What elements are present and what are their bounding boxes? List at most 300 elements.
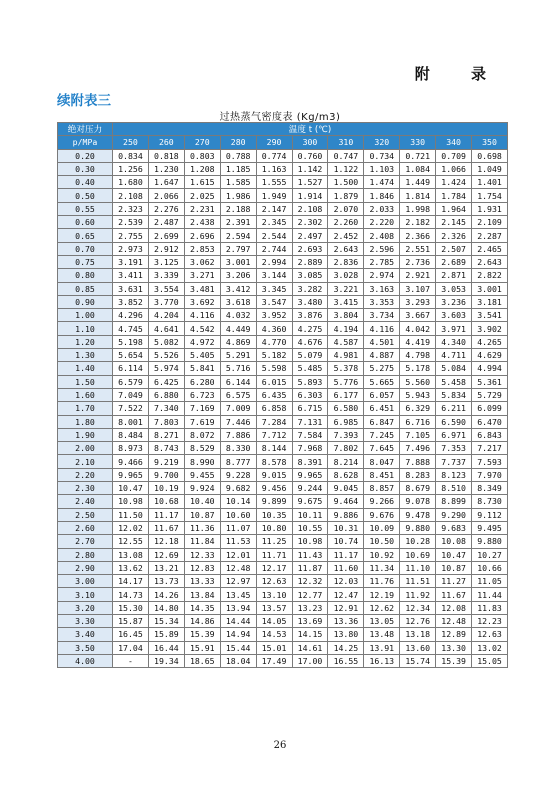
table-row <box>58 588 508 601</box>
density-cell: 7.217 <box>472 442 508 455</box>
density-cell: 6.579 <box>113 375 149 388</box>
density-cell: 2.974 <box>364 269 400 282</box>
density-cell: 10.92 <box>364 548 400 561</box>
density-cell: 2.693 <box>292 242 328 255</box>
density-cell: 1.986 <box>220 189 256 202</box>
density-cell: 5.841 <box>184 362 220 375</box>
density-cell: 10.08 <box>436 535 472 548</box>
density-cell: 4.194 <box>328 322 364 335</box>
density-cell: 7.009 <box>220 402 256 415</box>
temperature-column-header: 260 <box>148 136 184 149</box>
table-row <box>58 176 508 189</box>
density-cell: 8.628 <box>328 468 364 481</box>
density-cell: 1.814 <box>400 189 436 202</box>
pressure-cell: 0.80 <box>58 269 113 282</box>
density-cell: 1.122 <box>328 162 364 175</box>
density-cell: 1.555 <box>256 176 292 189</box>
density-cell: 2.836 <box>328 255 364 268</box>
density-cell: 10.28 <box>400 535 436 548</box>
density-cell: 9.290 <box>436 508 472 521</box>
density-cell: 2.551 <box>400 242 436 255</box>
density-cell: 2.689 <box>436 255 472 268</box>
density-cell: 12.34 <box>400 601 436 614</box>
density-cell: 15.89 <box>148 628 184 641</box>
density-cell: 1.208 <box>184 162 220 175</box>
density-cell: 9.924 <box>184 482 220 495</box>
density-cell: 15.39 <box>184 628 220 641</box>
density-cell: 11.92 <box>400 588 436 601</box>
density-cell: 12.63 <box>256 575 292 588</box>
density-cell: 1.964 <box>436 202 472 215</box>
density-cell: 6.177 <box>328 388 364 401</box>
density-cell: 12.77 <box>292 588 328 601</box>
pressure-cell: 3.10 <box>58 588 113 601</box>
density-cell: 3.415 <box>328 295 364 308</box>
density-cell: 5.082 <box>148 335 184 348</box>
density-cell: 6.985 <box>328 415 364 428</box>
density-cell: 6.114 <box>113 362 149 375</box>
density-cell: 13.60 <box>400 641 436 654</box>
density-cell: 8.777 <box>220 455 256 468</box>
density-cell: 4.972 <box>184 335 220 348</box>
density-cell: 10.50 <box>364 535 400 548</box>
density-cell: 2.108 <box>292 202 328 215</box>
pressure-cell: 1.40 <box>58 362 113 375</box>
density-cell: 7.737 <box>436 455 472 468</box>
density-cell: 12.69 <box>148 548 184 561</box>
density-cell: 6.971 <box>436 428 472 441</box>
table-row <box>58 322 508 335</box>
density-cell: 8.730 <box>472 495 508 508</box>
density-cell: 7.393 <box>328 428 364 441</box>
table-row <box>58 575 508 588</box>
density-cell: 5.275 <box>364 362 400 375</box>
pressure-cell: 0.50 <box>58 189 113 202</box>
temperature-header: 温度 t (℃) <box>113 123 508 136</box>
density-cell: 6.099 <box>472 402 508 415</box>
density-cell: 5.458 <box>436 375 472 388</box>
pressure-cell: 2.90 <box>58 561 113 574</box>
density-cell: 5.361 <box>472 375 508 388</box>
density-cell: 6.843 <box>472 428 508 441</box>
pressure-cell: 3.50 <box>58 641 113 654</box>
density-cell: 4.042 <box>400 322 436 335</box>
density-cell: 2.736 <box>400 255 436 268</box>
density-cell: 11.07 <box>220 521 256 534</box>
density-cell: 12.08 <box>436 601 472 614</box>
density-cell: 2.465 <box>472 242 508 255</box>
density-cell: 2.822 <box>472 269 508 282</box>
density-cell: 14.86 <box>184 614 220 627</box>
density-cell: 5.943 <box>400 388 436 401</box>
density-cell: 0.734 <box>364 149 400 162</box>
density-cell: 4.275 <box>292 322 328 335</box>
table-row <box>58 601 508 614</box>
density-cell: 11.10 <box>400 561 436 574</box>
table-row <box>58 362 508 375</box>
density-cell: 8.743 <box>148 442 184 455</box>
density-cell: - <box>113 654 149 667</box>
density-cell: 12.18 <box>148 535 184 548</box>
temperature-column-header: 300 <box>292 136 328 149</box>
density-cell: 16.45 <box>113 628 149 641</box>
density-cell: 10.47 <box>113 482 149 495</box>
density-cell: 16.55 <box>328 654 364 667</box>
density-cell: 13.10 <box>256 588 292 601</box>
density-cell: 11.87 <box>292 561 328 574</box>
density-cell: 1.647 <box>148 176 184 189</box>
table-row <box>58 335 508 348</box>
density-cell: 19.34 <box>148 654 184 667</box>
density-cell: 2.438 <box>184 216 220 229</box>
density-cell: 3.125 <box>148 255 184 268</box>
density-cell: 3.053 <box>436 282 472 295</box>
density-cell: 8.391 <box>292 455 328 468</box>
pressure-cell: 0.40 <box>58 176 113 189</box>
density-cell: 4.587 <box>328 335 364 348</box>
density-cell: 10.98 <box>113 495 149 508</box>
density-cell: 0.774 <box>256 149 292 162</box>
density-cell: 3.734 <box>364 309 400 322</box>
density-cell: 2.276 <box>148 202 184 215</box>
density-cell: 10.55 <box>292 521 328 534</box>
density-cell: 5.526 <box>148 349 184 362</box>
density-cell: 2.066 <box>148 189 184 202</box>
density-cell: 3.541 <box>472 309 508 322</box>
density-cell: 2.326 <box>436 229 472 242</box>
density-cell: 2.025 <box>184 189 220 202</box>
density-cell: 1.449 <box>400 176 436 189</box>
density-cell: 10.40 <box>184 495 220 508</box>
density-cell: 14.17 <box>113 575 149 588</box>
density-cell: 4.360 <box>256 322 292 335</box>
density-cell: 8.271 <box>148 428 184 441</box>
density-cell: 11.83 <box>472 601 508 614</box>
density-cell: 12.47 <box>328 588 364 601</box>
density-cell: 4.449 <box>220 322 256 335</box>
density-cell: 3.480 <box>292 295 328 308</box>
density-cell: 15.05 <box>472 654 508 667</box>
density-cell: 1.424 <box>436 176 472 189</box>
density-cell: 13.84 <box>184 588 220 601</box>
density-cell: 6.580 <box>328 402 364 415</box>
density-cell: 4.116 <box>184 309 220 322</box>
density-cell: 13.33 <box>184 575 220 588</box>
density-cell: 2.302 <box>292 216 328 229</box>
pressure-cell: 2.60 <box>58 521 113 534</box>
table-row <box>58 189 508 202</box>
table-caption: 过热蒸气密度表 (Kg/m3) <box>219 112 341 123</box>
density-cell: 14.05 <box>256 614 292 627</box>
density-cell: 5.291 <box>220 349 256 362</box>
density-cell: 4.798 <box>400 349 436 362</box>
density-cell: 5.729 <box>472 388 508 401</box>
density-cell: 7.284 <box>256 415 292 428</box>
density-cell: 1.527 <box>292 176 328 189</box>
density-cell: 11.71 <box>256 548 292 561</box>
density-cell: 7.353 <box>436 442 472 455</box>
pressure-cell: 1.50 <box>58 375 113 388</box>
density-cell: 11.51 <box>400 575 436 588</box>
density-cell: 3.221 <box>328 282 364 295</box>
section-title: 续附表三 <box>57 93 111 109</box>
density-cell: 5.776 <box>328 375 364 388</box>
density-cell: 9.880 <box>400 521 436 534</box>
density-cell: 7.522 <box>113 402 149 415</box>
pressure-cell: 1.70 <box>58 402 113 415</box>
density-cell: 9.700 <box>148 468 184 481</box>
pressure-cell: 1.10 <box>58 322 113 335</box>
pressure-cell: 2.40 <box>58 495 113 508</box>
table-row <box>58 402 508 415</box>
density-cell: 3.293 <box>400 295 436 308</box>
density-cell: 3.001 <box>220 255 256 268</box>
density-cell: 3.353 <box>364 295 400 308</box>
density-cell: 8.047 <box>364 455 400 468</box>
density-cell: 13.30 <box>436 641 472 654</box>
density-cell: 5.834 <box>436 388 472 401</box>
pressure-cell: 1.60 <box>58 388 113 401</box>
pressure-cell: 2.10 <box>58 455 113 468</box>
density-cell: 6.211 <box>436 402 472 415</box>
density-cell: 2.994 <box>256 255 292 268</box>
density-cell: 1.185 <box>220 162 256 175</box>
pressure-cell: 0.65 <box>58 229 113 242</box>
density-cell: 6.847 <box>364 415 400 428</box>
density-cell: 10.11 <box>292 508 328 521</box>
density-cell: 13.02 <box>472 641 508 654</box>
density-cell: 11.17 <box>148 508 184 521</box>
density-cell: 2.853 <box>184 242 220 255</box>
pressure-cell: 2.50 <box>58 508 113 521</box>
table-row <box>58 428 508 441</box>
pressure-cell: 1.30 <box>58 349 113 362</box>
density-cell: 2.145 <box>436 216 472 229</box>
density-cell: 0.834 <box>113 149 149 162</box>
density-cell: 3.339 <box>148 269 184 282</box>
density-cell: 9.965 <box>292 468 328 481</box>
density-cell: 9.965 <box>113 468 149 481</box>
density-cell: 2.108 <box>113 189 149 202</box>
density-cell: 13.36 <box>328 614 364 627</box>
density-cell: 12.33 <box>184 548 220 561</box>
density-cell: 5.198 <box>113 335 149 348</box>
density-cell: 12.48 <box>220 561 256 574</box>
density-cell: 0.709 <box>436 149 472 162</box>
density-cell: 12.76 <box>400 614 436 627</box>
density-cell: 4.641 <box>148 322 184 335</box>
density-cell: 18.04 <box>220 654 256 667</box>
table-row <box>58 216 508 229</box>
pressure-cell: 2.00 <box>58 442 113 455</box>
table-row <box>58 482 508 495</box>
density-cell: 3.481 <box>184 282 220 295</box>
density-cell: 12.97 <box>220 575 256 588</box>
density-cell: 3.804 <box>328 309 364 322</box>
density-cell: 14.35 <box>184 601 220 614</box>
density-cell: 13.80 <box>328 628 364 641</box>
density-cell: 2.260 <box>328 216 364 229</box>
density-cell: 7.169 <box>184 402 220 415</box>
density-cell: 6.575 <box>220 388 256 401</box>
density-cell: 4.204 <box>148 309 184 322</box>
density-cell: 3.062 <box>184 255 220 268</box>
density-cell: 12.23 <box>472 614 508 627</box>
density-cell: 11.67 <box>148 521 184 534</box>
density-cell: 4.340 <box>436 335 472 348</box>
density-cell: 7.049 <box>113 388 149 401</box>
density-cell: 7.593 <box>472 455 508 468</box>
density-cell: 12.02 <box>113 521 149 534</box>
density-cell: 3.085 <box>292 269 328 282</box>
density-cell: 10.60 <box>220 508 256 521</box>
density-cell: 1.401 <box>472 176 508 189</box>
density-cell: 13.08 <box>113 548 149 561</box>
density-cell: 1.103 <box>364 162 400 175</box>
density-cell: 1.500 <box>328 176 364 189</box>
density-cell: 12.48 <box>436 614 472 627</box>
table-body <box>58 149 508 668</box>
density-cell: 6.858 <box>256 402 292 415</box>
density-cell: 3.631 <box>113 282 149 295</box>
pressure-unit-header: p/MPa <box>58 136 113 149</box>
density-cell: 14.80 <box>148 601 184 614</box>
density-cell: 11.84 <box>184 535 220 548</box>
density-cell: 3.852 <box>113 295 149 308</box>
density-cell: 2.182 <box>400 216 436 229</box>
density-cell: 3.411 <box>113 269 149 282</box>
density-cell: 0.788 <box>220 149 256 162</box>
density-cell: 6.435 <box>256 388 292 401</box>
density-cell: 12.63 <box>472 628 508 641</box>
temperature-column-header: 350 <box>472 136 508 149</box>
density-cell: 12.19 <box>364 588 400 601</box>
density-cell: 7.619 <box>184 415 220 428</box>
density-cell: 5.084 <box>436 362 472 375</box>
density-cell: 6.280 <box>184 375 220 388</box>
density-cell: 8.857 <box>364 482 400 495</box>
pressure-cell: 3.20 <box>58 601 113 614</box>
pressure-cell: 2.80 <box>58 548 113 561</box>
density-cell: 7.131 <box>292 415 328 428</box>
density-cell: 2.109 <box>472 216 508 229</box>
density-cell: 1.474 <box>364 176 400 189</box>
density-cell: 13.05 <box>364 614 400 627</box>
density-cell: 9.683 <box>436 521 472 534</box>
density-cell: 2.785 <box>364 255 400 268</box>
density-cell: 0.721 <box>400 149 436 162</box>
density-cell: 5.560 <box>400 375 436 388</box>
pressure-cell: 2.30 <box>58 482 113 495</box>
density-cell: 14.15 <box>292 628 328 641</box>
density-cell: 2.871 <box>436 269 472 282</box>
density-cell: 9.466 <box>113 455 149 468</box>
density-cell: 11.43 <box>292 548 328 561</box>
density-cell: 1.084 <box>400 162 436 175</box>
density-cell: 12.62 <box>364 601 400 614</box>
density-cell: 3.181 <box>472 295 508 308</box>
table-row <box>58 255 508 268</box>
density-cell: 10.66 <box>472 561 508 574</box>
pressure-cell: 0.90 <box>58 295 113 308</box>
density-cell: 11.17 <box>328 548 364 561</box>
density-cell: 13.21 <box>148 561 184 574</box>
density-cell: 8.001 <box>113 415 149 428</box>
density-cell: 13.23 <box>292 601 328 614</box>
table-row <box>58 388 508 401</box>
density-cell: 2.643 <box>328 242 364 255</box>
density-cell: 5.378 <box>328 362 364 375</box>
density-cell: 2.696 <box>184 229 220 242</box>
table-row <box>58 349 508 362</box>
density-cell: 3.163 <box>364 282 400 295</box>
density-cell: 13.62 <box>113 561 149 574</box>
density-cell: 3.902 <box>472 322 508 335</box>
density-cell: 12.03 <box>328 575 364 588</box>
density-cell: 3.107 <box>400 282 436 295</box>
density-cell: 1.585 <box>220 176 256 189</box>
density-cell: 6.329 <box>400 402 436 415</box>
density-cell: 1.680 <box>113 176 149 189</box>
density-cell: 8.899 <box>436 495 472 508</box>
density-cell: 15.44 <box>220 641 256 654</box>
density-cell: 6.144 <box>220 375 256 388</box>
density-cell: 1.049 <box>472 162 508 175</box>
density-cell: 6.451 <box>364 402 400 415</box>
density-cell: 10.47 <box>436 548 472 561</box>
temperature-column-header: 250 <box>113 136 149 149</box>
density-cell: 4.296 <box>113 309 149 322</box>
density-cell: 2.507 <box>436 242 472 255</box>
density-cell: 2.487 <box>148 216 184 229</box>
table-row <box>58 468 508 481</box>
temperature-column-header: 290 <box>256 136 292 149</box>
density-cell: 6.723 <box>184 388 220 401</box>
density-cell: 7.340 <box>148 402 184 415</box>
table-row <box>58 521 508 534</box>
density-cell: 4.542 <box>184 322 220 335</box>
table-row <box>58 242 508 255</box>
density-cell: 8.283 <box>400 468 436 481</box>
density-cell: 2.797 <box>220 242 256 255</box>
density-cell: 2.391 <box>220 216 256 229</box>
density-cell: 8.990 <box>184 455 220 468</box>
table-row <box>58 442 508 455</box>
temperature-column-header: 340 <box>436 136 472 149</box>
density-cell: 8.144 <box>256 442 292 455</box>
density-cell: 5.405 <box>184 349 220 362</box>
density-cell: 8.072 <box>184 428 220 441</box>
density-cell: 6.470 <box>472 415 508 428</box>
density-cell: 9.455 <box>184 468 220 481</box>
density-cell: 8.451 <box>364 468 400 481</box>
density-cell: 3.206 <box>220 269 256 282</box>
density-cell: 4.745 <box>113 322 149 335</box>
table-row <box>58 614 508 627</box>
pressure-cell: 1.80 <box>58 415 113 428</box>
density-cell: 14.25 <box>328 641 364 654</box>
density-cell: 13.18 <box>400 628 436 641</box>
pressure-cell: 3.30 <box>58 614 113 627</box>
density-cell: 10.87 <box>436 561 472 574</box>
density-cell: 6.716 <box>400 415 436 428</box>
density-cell: 8.349 <box>472 482 508 495</box>
density-cell: 7.645 <box>364 442 400 455</box>
density-cell: 3.282 <box>292 282 328 295</box>
page-number: 26 <box>273 740 287 751</box>
table-row <box>58 162 508 175</box>
density-cell: 11.67 <box>436 588 472 601</box>
